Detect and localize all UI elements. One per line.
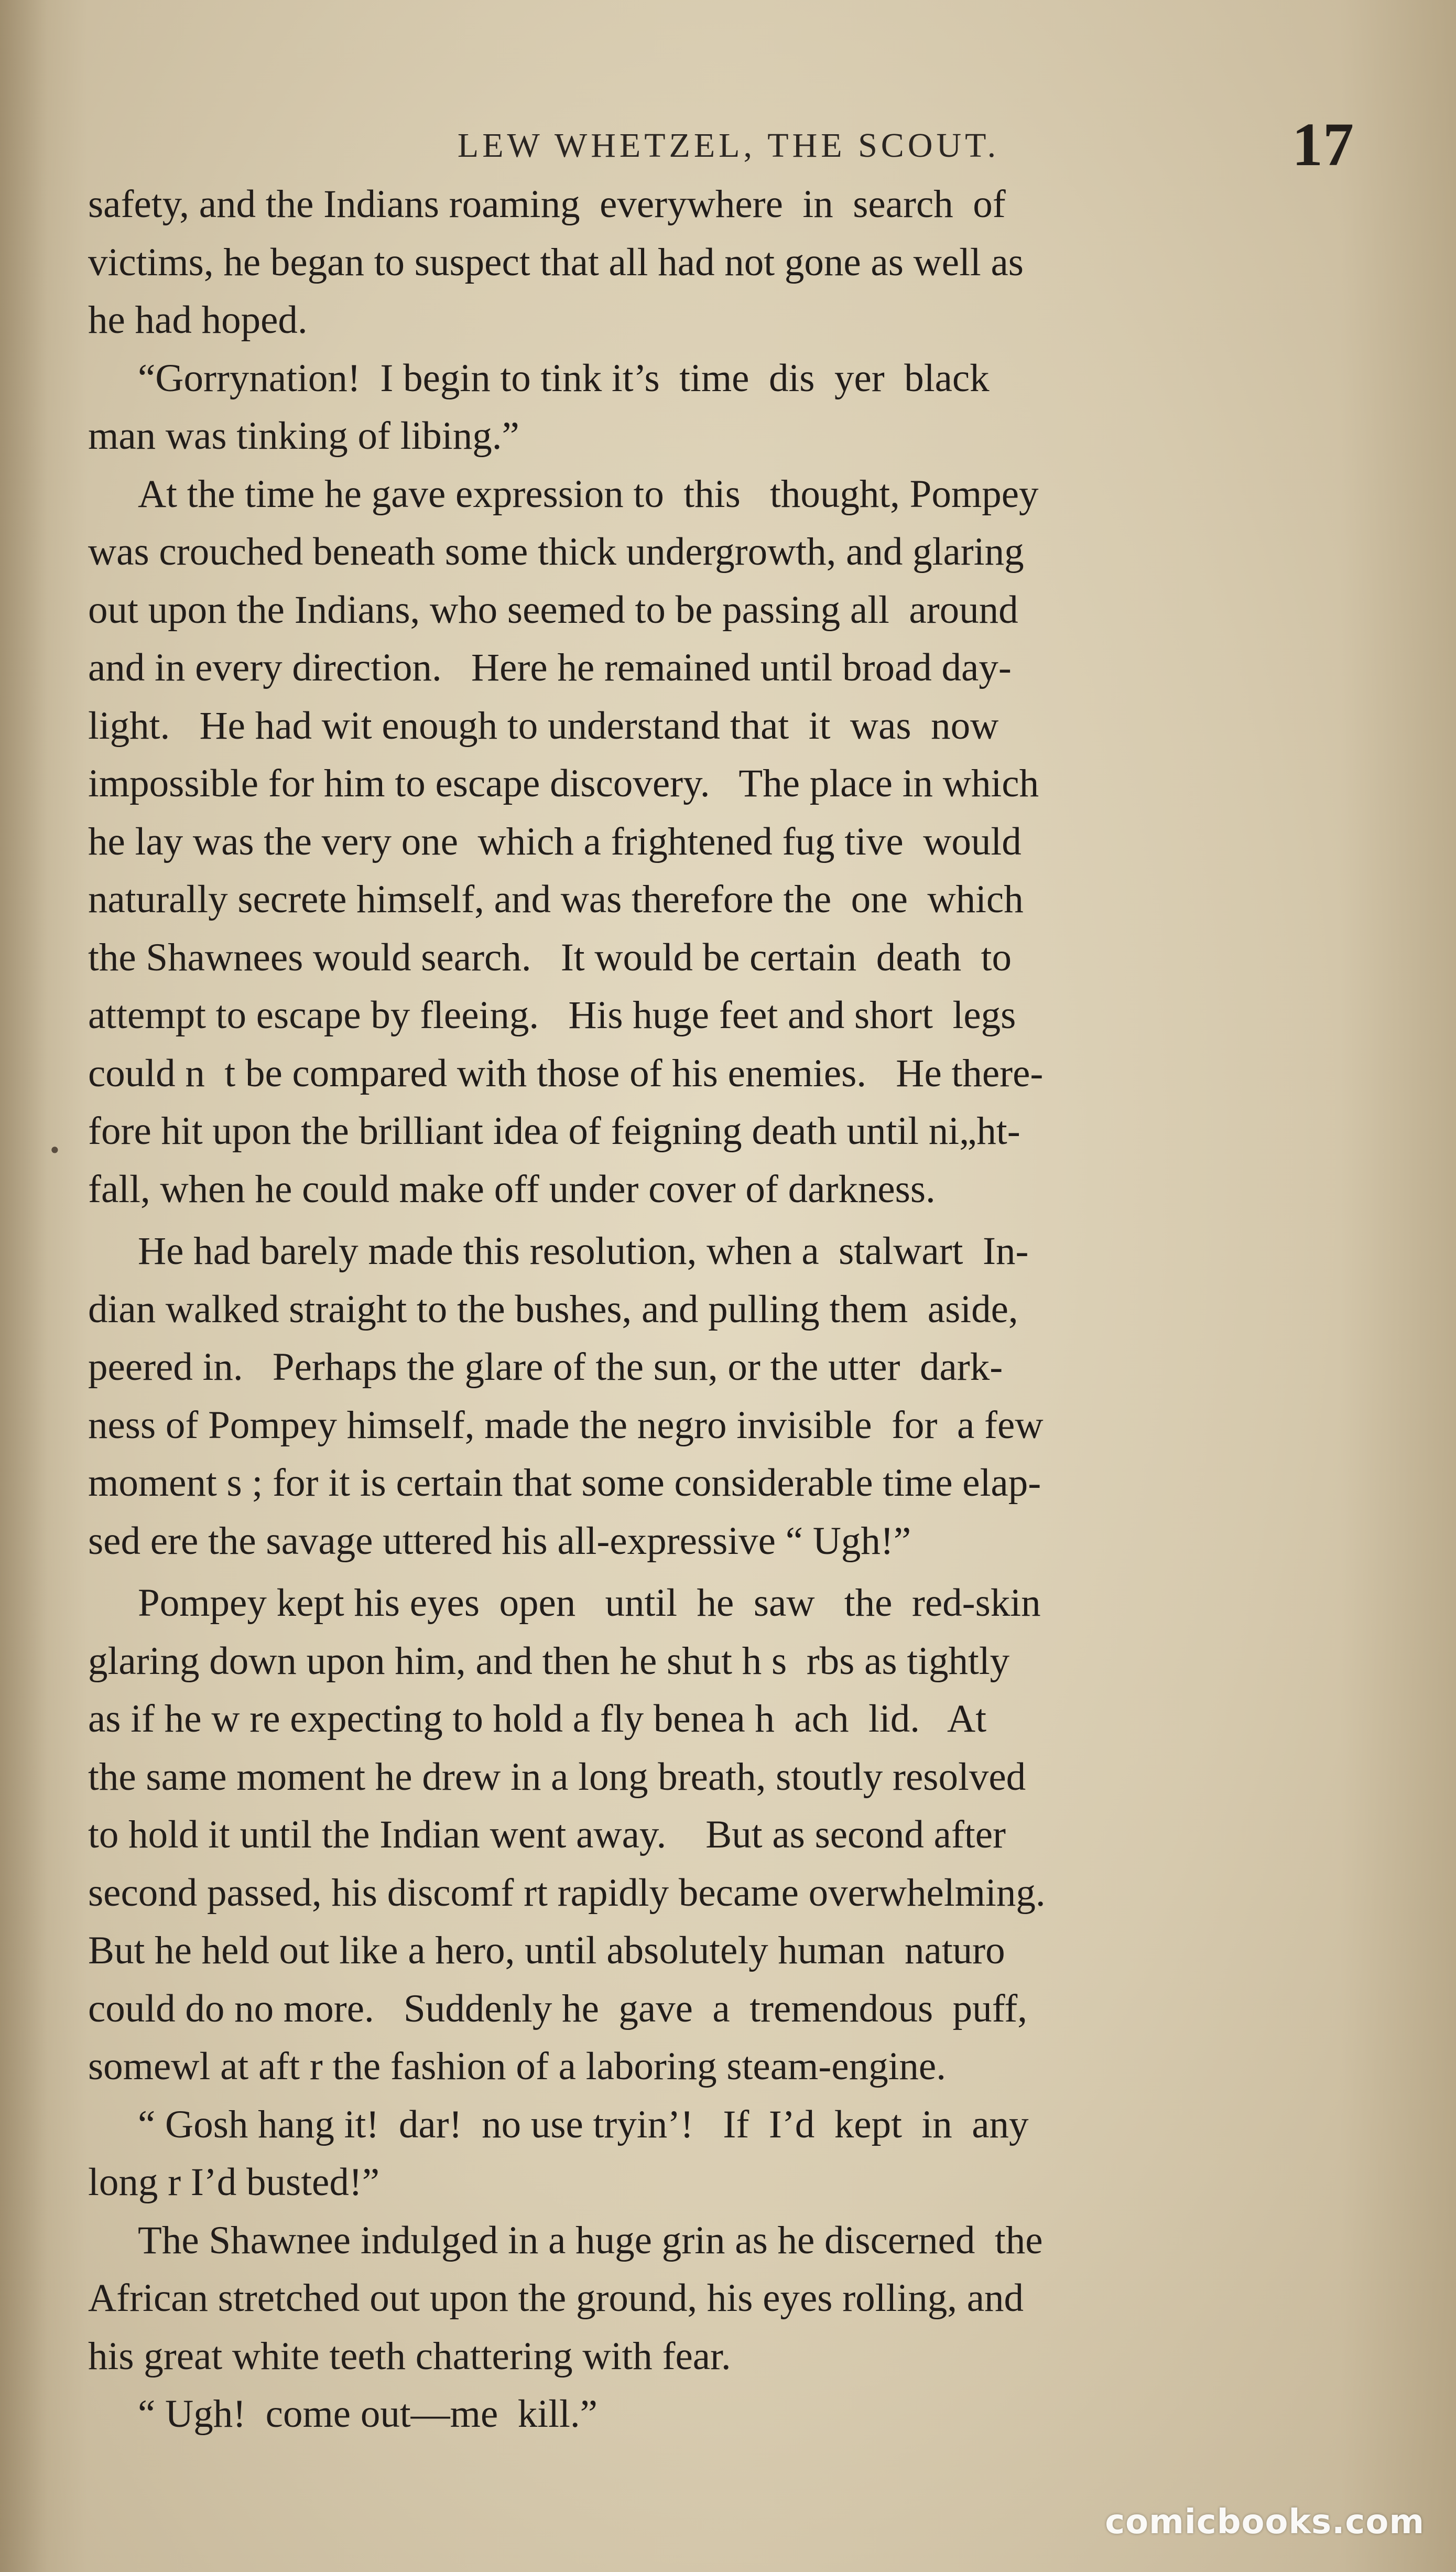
text-line: man was tinking of libing.”	[88, 414, 519, 458]
site-watermark: comicbooks.com	[1105, 2503, 1425, 2542]
text-line: He had barely made this resolution, when a stalwart In-	[138, 1229, 1029, 1273]
text-line: dian walked straight to the bushes, and pulling them aside,	[88, 1287, 1018, 1331]
text-line: Pompey kept his eyes open until he saw the red-skin	[138, 1581, 1041, 1625]
text-line: could n t be compared with those of his enemies. He there-	[88, 1051, 1044, 1095]
text-line: somewl at aft r the fashion of a laboring steam-engine.	[88, 2045, 946, 2088]
text-line: peered in. Perhaps the glare of the sun, or the utter dark-	[88, 1345, 1003, 1389]
text-line: moment s ; for it is certain that some considerable time elap-	[88, 1461, 1041, 1505]
text-line: out upon the Indians, who seemed to be passing all around	[88, 588, 1018, 632]
ink-speck-mark: •	[48, 1138, 61, 1163]
text-line: impossible for him to escape discovery. The place in which	[88, 762, 1039, 805]
page-gutter-shadow	[0, 0, 47, 2572]
text-line: fore hit upon the brilliant idea of feigning death until ni„ht-	[88, 1109, 1020, 1153]
text-line: African stretched out upon the ground, his eyes rolling, and	[88, 2276, 1024, 2320]
text-line: as if he w re expecting to hold a fly benea h ach lid. At	[88, 1697, 987, 1741]
text-line: long r I’d busted!”	[88, 2160, 380, 2204]
page-number: 17	[1292, 110, 1354, 179]
text-line: he had hoped.	[88, 298, 308, 342]
running-head	[92, 109, 1365, 179]
text-line: But he held out like a hero, until absolutely human naturo	[88, 1929, 1005, 1972]
text-line: to hold it until the Indian went away. But as second after	[88, 1813, 1006, 1856]
text-line: the Shawnees would search. It would be certain death to	[88, 935, 1012, 979]
text-line: sed ere the savage uttered his all-expressive “ Ugh!”	[88, 1519, 911, 1563]
text-line: second passed, his discomf rt rapidly became overwhelming.	[88, 1871, 1046, 1915]
text-line: attempt to escape by fleeing. His huge feet and short legs	[88, 993, 1016, 1037]
text-line: safety, and the Indians roaming everywhere in search of	[88, 182, 1006, 226]
text-line: “ Ugh! come out—me kill.”	[138, 2392, 597, 2436]
text-line: light. He had wit enough to understand that it was now	[88, 704, 999, 748]
text-line: At the time he gave expression to this thought, Pompey	[138, 472, 1039, 516]
text-line: “ Gosh hang it! dar! no use tryin’! If I’d kept in any	[138, 2102, 1029, 2146]
text-line: fall, when he could make off under cover of darkness.	[88, 1167, 936, 1211]
text-line: was crouched beneath some thick undergrowth, and glaring	[88, 530, 1024, 574]
text-line: could do no more. Suddenly he gave a tremendous puff,	[88, 1986, 1027, 2030]
body-text	[88, 176, 1367, 2444]
text-line: the same moment he drew in a long breath, stoutly resolved	[88, 1755, 1026, 1799]
text-line: he lay was the very one which a frightened fug tive would	[88, 819, 1022, 863]
text-line: and in every direction. Here he remained until broad day-	[88, 646, 1012, 689]
text-line: naturally secrete himself, and was therefore the one which	[88, 878, 1024, 921]
running-title: LEW WHETZEL, THE SCOUT.	[457, 126, 1000, 165]
text-line: glaring down upon him, and then he shut h s rbs as tightly	[88, 1639, 1010, 1683]
text-line: ness of Pompey himself, made the negro invisible for a few	[88, 1403, 1044, 1447]
text-line: The Shawnee indulged in a huge grin as he discerned the	[138, 2218, 1043, 2262]
text-line: victims, he began to suspect that all had not gone as well as	[88, 240, 1024, 284]
text-line: his great white teeth chattering with fear.	[88, 2334, 731, 2378]
text-line: “Gorrynation! I begin to tink it’s time dis yer black	[138, 356, 990, 400]
